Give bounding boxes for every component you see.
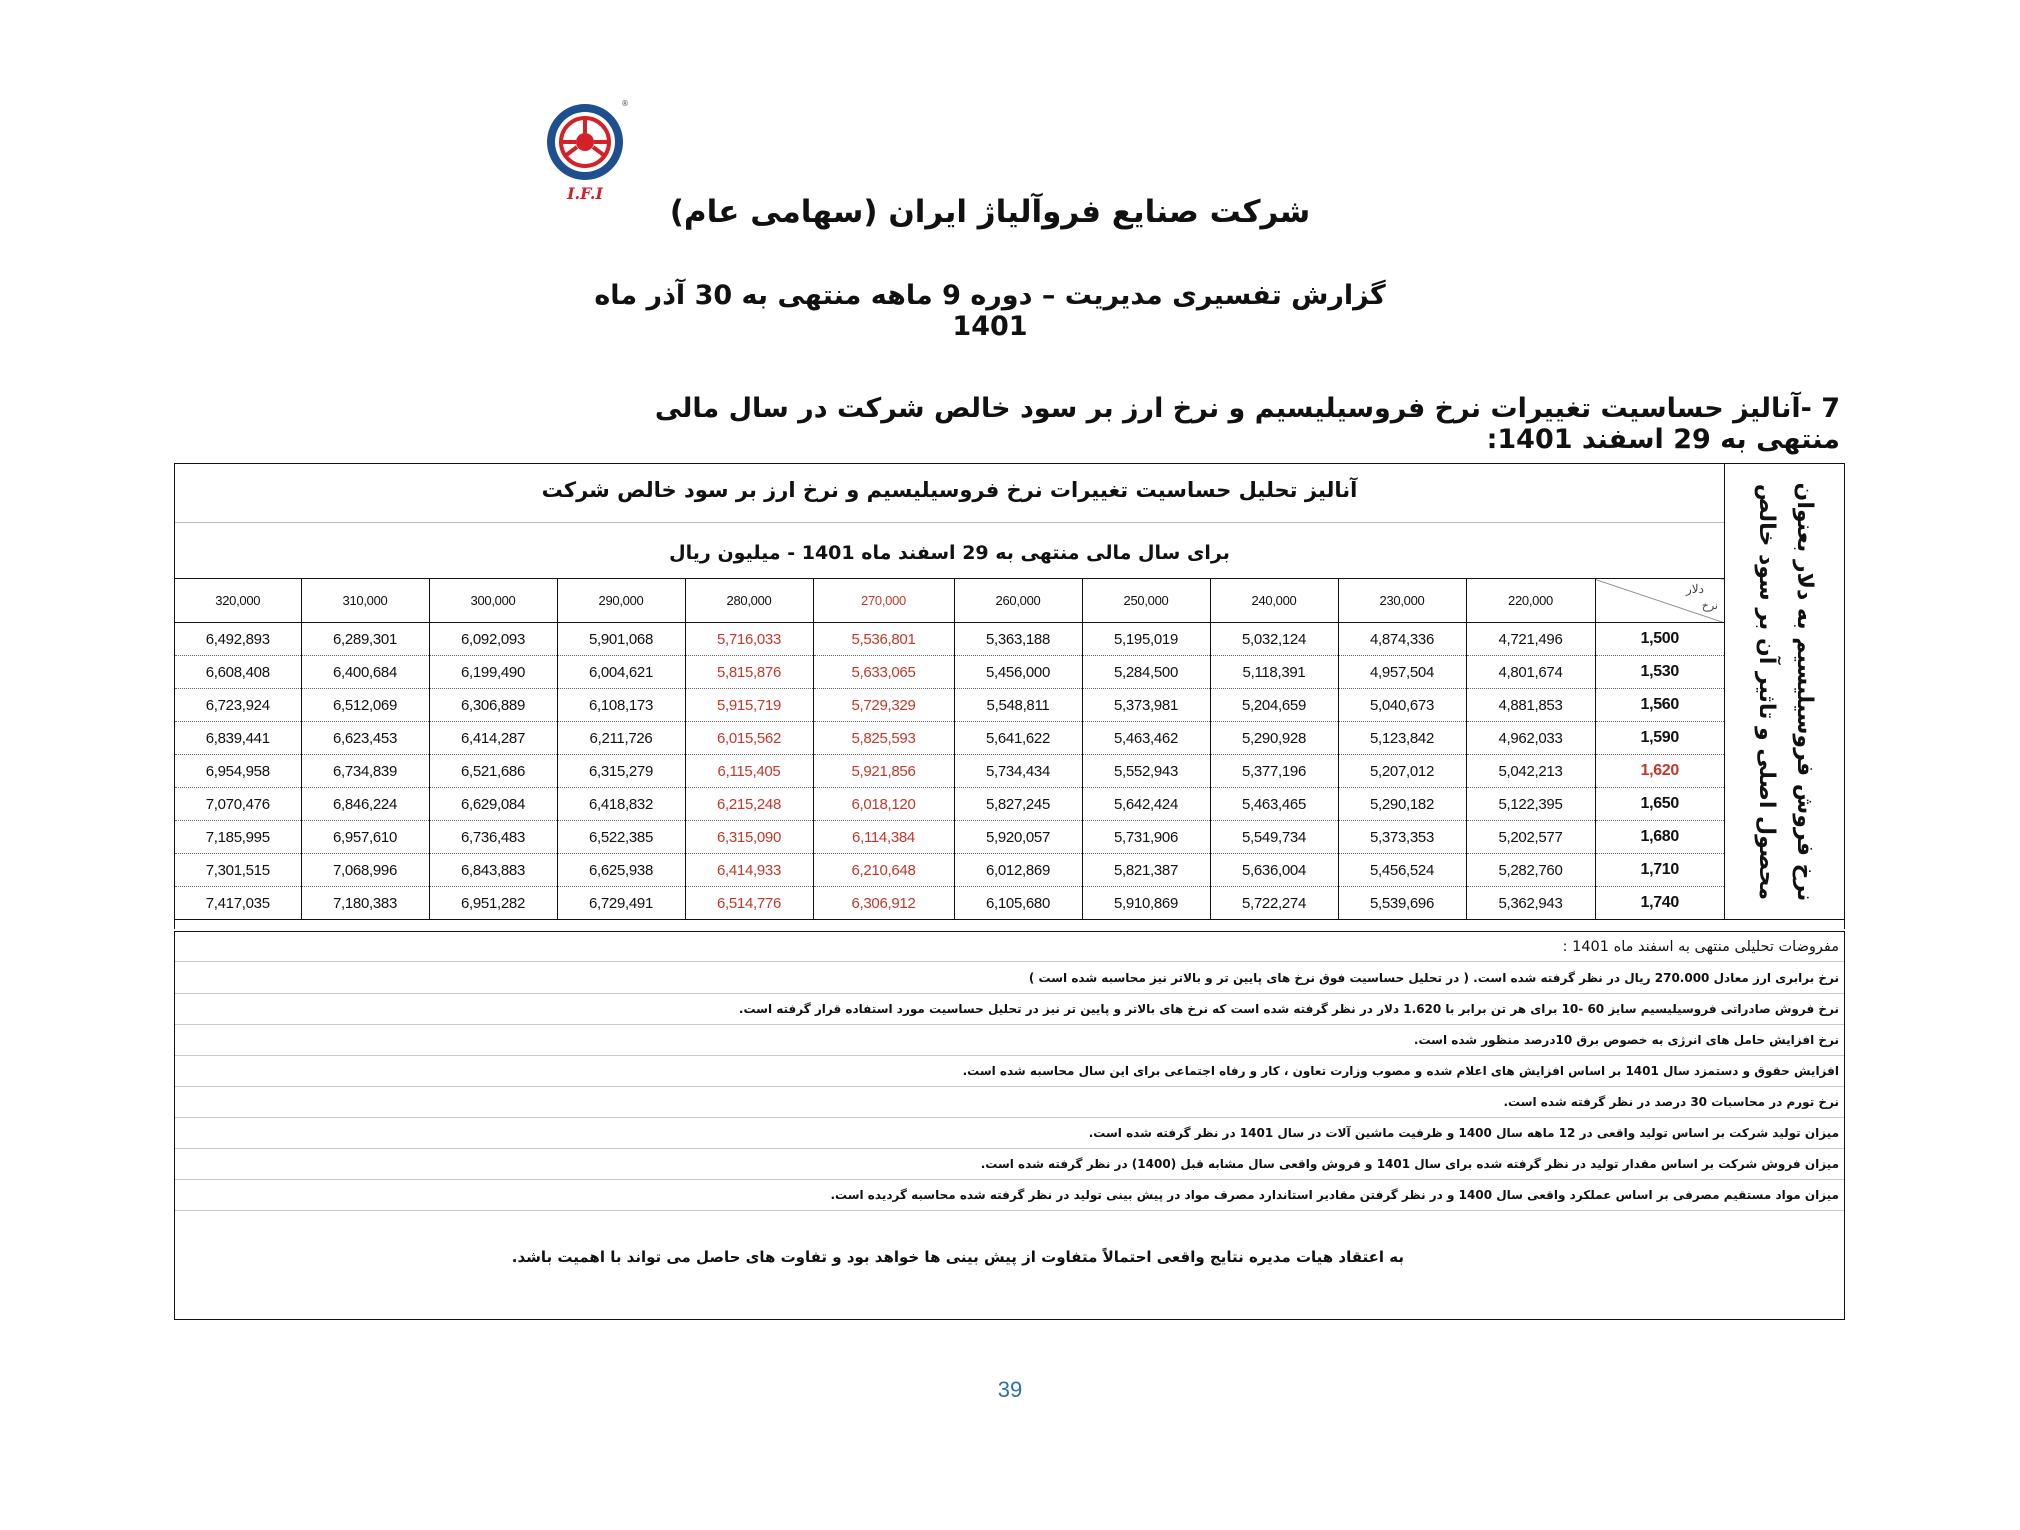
table-cell: 5,463,462 [1082,722,1210,755]
table-cell: 5,290,928 [1210,722,1338,755]
table-cell: 6,211,726 [557,722,685,755]
table-cell: 7,068,996 [301,854,429,887]
table-title: آنالیز تحلیل حساسیت تغییرات نرخ فروسیلیسیم و نرخ ارز بر سود خالص شرکت [175,464,1724,523]
table-cell: 5,827,245 [954,788,1082,821]
assumption-item: نرخ تورم در محاسبات 30 درصد در نظر گرفته شده است. [175,1087,1844,1118]
table-cell: 6,512,069 [301,689,429,722]
table-cell: 7,185,995 [175,821,301,854]
table-cell: 6,115,405 [685,755,813,788]
table-cell: 5,921,856 [813,755,954,788]
table-cell: 6,105,680 [954,887,1082,920]
column-header: 220,000 [1466,579,1595,623]
table-cell: 5,539,696 [1338,887,1466,920]
table-cell: 6,315,279 [557,755,685,788]
assumption-item: میزان تولید شرکت بر اساس تولید واقعی در 12 ماهه سال 1400 و ظرفیت ماشین آلات در سال 1401 در نظر گرفته شده است. [175,1118,1844,1149]
table-cell: 6,723,924 [175,689,301,722]
table-cell: 5,552,943 [1082,755,1210,788]
table-cell: 5,204,659 [1210,689,1338,722]
table-row [175,722,1724,755]
table-cell: 6,004,621 [557,656,685,689]
section-heading: 7 -آنالیز حساسیت تغییرات نرخ فروسیلیسیم و نرخ ارز بر سود خالص شرکت در سال مالی منتهی به 29 اسفند 1401: [654,393,1840,455]
table-cell: 5,207,012 [1338,755,1466,788]
report-title: گزارش تفسیری مدیریت – دوره 9 ماهه منتهی به 30 آذر ماه 1401 [594,280,1386,342]
side-label: نرخ فروش فروسیلیسیم به دلار بعنوان محصول اصلی و تاثیر آن بر سود خالص [1754,482,1817,902]
table-cell: 5,195,019 [1082,623,1210,656]
table-cell: 5,373,353 [1338,821,1466,854]
sensitivity-table [174,463,1845,920]
table-row [175,887,1724,920]
rate-cell: 1,500 [1595,623,1724,656]
table-cell: 6,514,776 [685,887,813,920]
table-cell: 5,549,734 [1210,821,1338,854]
rate-cell: 1,620 [1595,755,1724,788]
table-cell: 5,123,842 [1338,722,1466,755]
assumption-item: نرخ افزایش حامل های انرژی به خصوص برق 10درصد منظور شده است. [175,1025,1844,1056]
table-cell: 4,881,853 [1466,689,1595,722]
table-row [175,854,1724,887]
svg-text:®: ® [621,99,629,108]
sensitivity-grid [175,578,1724,920]
table-cell: 6,315,090 [685,821,813,854]
table-cell: 5,821,387 [1082,854,1210,887]
rate-cell: 1,560 [1595,689,1724,722]
table-cell: 5,722,274 [1210,887,1338,920]
table-cell: 4,962,033 [1466,722,1595,755]
company-title: شرکت صنایع فروآلیاژ ایران (سهامی عام) [669,194,1311,230]
table-row [175,788,1724,821]
table-cell: 6,734,839 [301,755,429,788]
table-cell: 6,012,869 [954,854,1082,887]
table-cell: 6,521,686 [429,755,557,788]
table-cell: 6,289,301 [301,623,429,656]
table-cell: 5,363,188 [954,623,1082,656]
assumption-item: میزان مواد مستقیم مصرفی بر اساس عملکرد واقعی سال 1400 و در نظر گرفتن مقادیر استاندارد مصرف مواد در پیش بینی تولید در نظر گرفته شده محاسبه گردیده است. [175,1180,1844,1211]
table-header-row [175,579,1724,623]
table-subtitle: برای سال مالی منتهی به 29 اسفند ماه 1401 - میلیون ریال [669,542,1230,564]
column-header: 300,000 [429,579,557,623]
table-cell: 6,736,483 [429,821,557,854]
table-cell: 5,548,811 [954,689,1082,722]
table-row [175,755,1724,788]
assumption-item: نرخ فروش صادراتی فروسیلیسیم سایز 60 -10 برای هر تن برابر با 1.620 دلار در نظر گرفته شده است که نرخ های بالاتر و پایین تر نیز در تحلیل حساسیت مورد استفاده قرار گرفته است. [175,994,1844,1025]
table-cell: 4,957,504 [1338,656,1466,689]
table-cell: 5,284,500 [1082,656,1210,689]
table-cell: 5,915,719 [685,689,813,722]
table-cell: 5,456,000 [954,656,1082,689]
assumptions-heading: مفروضات تحلیلی منتهی به اسفند ماه 1401 : [175,932,1844,962]
column-header: 240,000 [1210,579,1338,623]
table-cell: 5,122,395 [1466,788,1595,821]
column-header: 230,000 [1338,579,1466,623]
table-cell: 5,734,434 [954,755,1082,788]
table-cell: 5,202,577 [1466,821,1595,854]
table-cell: 5,815,876 [685,656,813,689]
table-cell: 5,377,196 [1210,755,1338,788]
table-cell: 4,801,674 [1466,656,1595,689]
table-cell: 7,301,515 [175,854,301,887]
table-cell: 5,282,760 [1466,854,1595,887]
table-cell: 6,199,490 [429,656,557,689]
table-cell: 6,306,889 [429,689,557,722]
rate-cell: 1,680 [1595,821,1724,854]
assumptions-closing: به اعتقاد هیات مدیره نتایج واقعی احتمالاً متفاوت از پیش بینی ها خواهد بود و تفاوت های حاصل می تواند با اهمیت باشد. [511,1248,1404,1266]
rate-cell: 1,650 [1595,788,1724,821]
table-cell: 6,418,832 [557,788,685,821]
table-cell: 4,721,496 [1466,623,1595,656]
table-cell: 6,114,384 [813,821,954,854]
table-cell: 5,716,033 [685,623,813,656]
table-row [175,821,1724,854]
table-cell: 5,118,391 [1210,656,1338,689]
table-cell: 5,040,673 [1338,689,1466,722]
table-cell: 6,092,093 [429,623,557,656]
table-cell: 6,629,084 [429,788,557,821]
table-cell: 6,608,408 [175,656,301,689]
table-cell: 6,215,248 [685,788,813,821]
table-cell: 7,417,035 [205,894,270,912]
table-cell: 5,825,593 [813,722,954,755]
table-row [175,623,1724,656]
table-cell: 5,290,182 [1338,788,1466,821]
assumption-item: نرخ برابری ارز معادل 270.000 ریال در نظر گرفته شده است. ( در تحلیل حساسیت فوق نرخ های پایین تر و بالاتر نیز محاسبه شده است ) [175,962,1844,994]
column-header: 290,000 [557,579,685,623]
table-footer-spacer [174,920,1845,929]
table-cell: 5,373,981 [1082,689,1210,722]
table-cell: 6,015,562 [685,722,813,755]
table-row [175,689,1724,722]
table-cell: 5,901,068 [557,623,685,656]
table-cell: 6,306,912 [813,887,954,920]
side-label-box [1724,464,1844,919]
table-cell: 5,456,524 [1338,854,1466,887]
table-cell: 6,400,684 [301,656,429,689]
assumption-item: افزایش حقوق و دستمزد سال 1401 بر اساس افزایش های اعلام شده و مصوب وزارت تعاون ، کار و رفاه اجتماعی برای این سال محاسبه شده است. [175,1056,1844,1087]
table-cell: 6,839,441 [175,722,301,755]
rate-cell: 1,590 [1595,722,1724,755]
table-cell: 6,492,893 [175,623,301,656]
table-cell: 5,032,124 [1210,623,1338,656]
rate-cell: 1,740 [1595,887,1724,920]
table-cell: 5,920,057 [954,821,1082,854]
table-cell: 5,731,906 [1082,821,1210,854]
table-cell: 6,414,933 [685,854,813,887]
table-cell: 5,042,213 [1466,755,1595,788]
column-header: 260,000 [954,579,1082,623]
table-cell: 6,414,287 [429,722,557,755]
table-cell: 7,070,476 [175,788,301,821]
corner-top-label: دلار [1686,582,1704,596]
corner-cell [1595,579,1724,623]
table-cell: 6,623,453 [301,722,429,755]
table-cell: 6,846,224 [301,788,429,821]
table-cell: 6,108,173 [557,689,685,722]
table-cell: 5,636,004 [1210,854,1338,887]
table-row [175,656,1724,689]
column-header: 270,000 [813,579,954,623]
table-cell: 6,843,883 [429,854,557,887]
assumption-item: میزان فروش شرکت بر اساس مقدار تولید در نظر گرفته شده برای سال 1401 و فروش واقعی سال مشابه قبل (1400) در نظر گرفته شده است. [175,1149,1844,1180]
column-header: 250,000 [1082,579,1210,623]
table-cell: 5,729,329 [813,689,954,722]
rate-cell: 1,530 [1595,656,1724,689]
table-cell: 6,957,610 [301,821,429,854]
column-header: 310,000 [301,579,429,623]
table-cell: 5,641,622 [954,722,1082,755]
table-cell: 6,625,938 [557,854,685,887]
table-cell: 6,210,648 [813,854,954,887]
logo-text: I.F.I [567,184,603,203]
table-cell: 4,874,336 [1338,623,1466,656]
corner-bottom-label: نرخ [1701,600,1718,612]
assumptions-box [174,931,1845,1320]
table-cell: 6,951,282 [429,887,557,920]
table-cell: 6,954,958 [175,755,301,788]
table-cell: 5,536,801 [813,623,954,656]
logo-emblem-icon [543,98,627,184]
table-cell: 7,180,383 [301,887,429,920]
column-header: 280,000 [685,579,813,623]
table-cell: 5,642,424 [1082,788,1210,821]
column-header: 320,000 [175,579,301,623]
table-cell: 6,729,491 [557,887,685,920]
table-cell: 5,633,065 [813,656,954,689]
table-cell: 5,910,869 [1082,887,1210,920]
table-cell: 5,463,465 [1210,788,1338,821]
page-number: 39 [997,1377,1023,1402]
table-cell: 5,362,943 [1466,887,1595,920]
rate-cell: 1,710 [1595,854,1724,887]
table-cell: 6,522,385 [557,821,685,854]
table-cell: 6,018,120 [813,788,954,821]
